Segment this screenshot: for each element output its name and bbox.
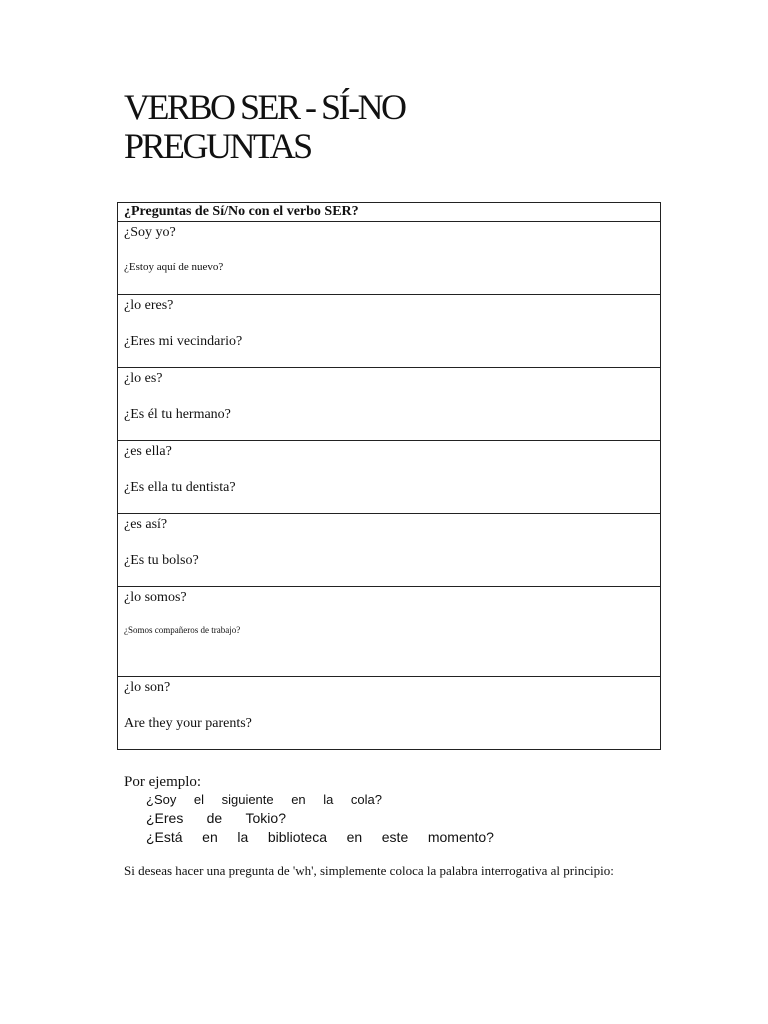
short-question: ¿lo eres?	[124, 298, 174, 313]
example-line	[146, 809, 286, 828]
table-row	[118, 677, 661, 750]
word: en	[291, 792, 306, 807]
word: ¿Está	[146, 829, 183, 845]
word: biblioteca	[267, 829, 327, 845]
word: este	[381, 829, 409, 845]
example-line	[146, 828, 494, 847]
word: momento?	[427, 829, 494, 845]
short-question: ¿es ella?	[124, 444, 172, 459]
page-title	[124, 88, 644, 166]
examples-label: Por ejemplo:	[124, 774, 202, 790]
word: ¿Soy	[146, 792, 177, 807]
table-row	[118, 441, 661, 514]
word: Tokio?	[245, 810, 286, 826]
word: en	[346, 829, 363, 845]
word: la	[237, 829, 249, 845]
word: en	[202, 829, 218, 845]
table-row	[118, 587, 661, 677]
short-question: ¿lo somos?	[124, 590, 187, 605]
table-header: ¿Preguntas de Sí/No con el verbo SER?	[118, 203, 661, 222]
title-line-1: VERBO SER - SÍ-NO	[124, 87, 405, 127]
short-question: ¿es así?	[124, 517, 168, 532]
word: la	[323, 792, 334, 807]
table-row	[118, 295, 661, 368]
example-question: ¿Eres mi vecindario?	[124, 334, 243, 349]
word: ¿Eres	[146, 810, 184, 826]
table-row	[118, 514, 661, 587]
word: de	[206, 810, 223, 826]
example-question: ¿Somos compañeros de trabajo?	[124, 625, 241, 635]
title-line-2: PREGUNTAS	[124, 126, 311, 166]
example-question: ¿Es tu bolso?	[124, 553, 199, 568]
short-question: ¿lo es?	[124, 371, 163, 386]
word: cola?	[350, 792, 382, 807]
table-row	[118, 368, 661, 441]
example-question: ¿Estoy aquí de nuevo?	[124, 261, 224, 273]
short-question: ¿Soy yo?	[124, 225, 176, 240]
example-question: ¿Es ella tu dentista?	[124, 480, 236, 495]
example-line	[146, 791, 382, 809]
questions-table	[117, 202, 661, 750]
word: siguiente	[221, 792, 274, 807]
table-row	[118, 222, 661, 295]
wh-question-note: Si deseas hacer una pregunta de 'wh', simplemente coloca la palabra interrogativa al principio:	[124, 863, 614, 878]
example-question: Are they your parents?	[124, 716, 252, 731]
example-question: ¿Es él tu hermano?	[124, 407, 231, 422]
word: el	[193, 792, 205, 807]
short-question: ¿lo son?	[124, 680, 171, 695]
examples-section	[124, 773, 644, 847]
